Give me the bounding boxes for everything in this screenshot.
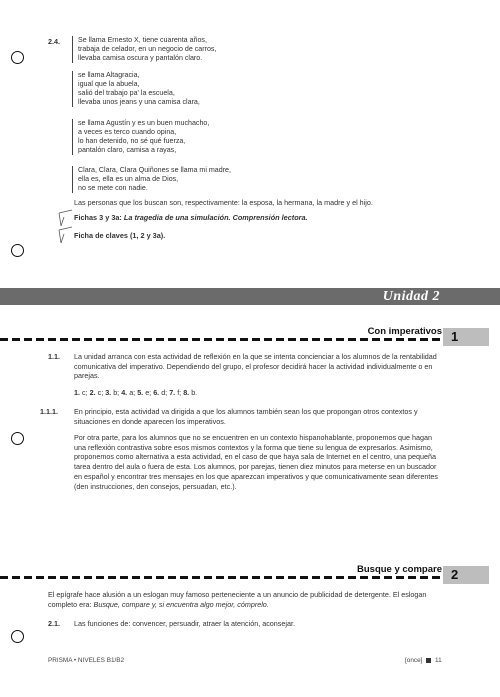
punch-hole	[11, 630, 24, 643]
item-number: 1.1.1.	[40, 407, 58, 416]
section-divider	[0, 576, 440, 579]
poem-stanza-4: Clara, Clara, Clara Quiñones se llama mi madre, ella es, ella es un alma de Dios, no se mete con nadie.	[72, 166, 231, 193]
item-number: 2.4.	[48, 37, 60, 46]
page-number: 11	[434, 657, 442, 664]
footer-book-title: PRISMA • NIVELES B1/B2	[48, 657, 125, 664]
answer-key: 1. c; 2. c; 3. b; 4. a; 5. e; 6. d; 7. f; 8. b.	[74, 388, 198, 397]
pencil-icon	[58, 226, 74, 244]
ficha-claves: Ficha de claves (1, 2 y 3a).	[74, 231, 166, 240]
item-number: 2.1.	[48, 619, 60, 628]
section-title: Busque y compare	[357, 564, 442, 575]
poem-stanza-3: se llama Agustín y es un buen muchacho, a veces es terco cuando opina, lo han detenido, no sé qué fuerza, pantalón claro, camisa a rayas,	[72, 119, 209, 155]
item-number: 1.1.	[48, 352, 60, 361]
footer-page: [once] 11	[405, 657, 442, 664]
section-number: 2	[451, 567, 459, 582]
punch-hole	[11, 432, 24, 445]
unit-title: Unidad 2	[382, 289, 440, 304]
punch-hole	[11, 244, 24, 257]
section-divider	[0, 338, 440, 341]
answer-line: Las personas que los buscan son, respectivamente: la esposa, la hermana, la madre y el hijo.	[74, 198, 373, 207]
ficha-reference: Fichas 3 y 3a: La tragedia de una simulación. Comprensión lectora.	[74, 213, 308, 222]
poem-stanza-1: Se llama Ernesto X, tiene cuarenta años, trabaja de celador, en un negocio de carros, llevaba camisa oscura y pantalón claro.	[72, 36, 216, 63]
section-number-box	[443, 328, 489, 346]
pencil-icon	[58, 209, 74, 227]
poem-stanza-2: se llama Altagracia, igual que la abuela, salió del trabajo pa' la escuela, llevaba unos jeans y una camisa clara,	[72, 71, 200, 107]
section-number-box	[443, 566, 489, 584]
punch-hole	[11, 51, 24, 64]
paragraph: El epígrafe hace alusión a un eslogan muy famoso perteneciente a un anuncio de publicidad de detergente. El eslogan completo era: Busque, compare y, si encuentra algo mejor, cómprelo.	[48, 590, 427, 609]
paragraph: Las funciones de: convencer, persuadir, atraer la atención, aconsejar.	[74, 619, 295, 628]
paragraph: En principio, esta actividad va dirigida a que los alumnos también sean los que propongan otros contextos y situaciones en donde aparecen los imperativos.	[74, 407, 418, 426]
paragraph: La unidad arranca con esta actividad de reflexión en la que se intenta concienciar a los alumnos de la rentabilidad comunicativa del imperativo. Dependiendo del grupo, el profesor decidirá hacer la actividad individualmente o en parejas.	[74, 352, 437, 381]
square-bullet-icon	[426, 658, 431, 663]
paragraph: Por otra parte, para los alumnos que no se encuentren en un contexto hispanohablante, proponemos que hagan una reflexión contrastiva sobre esos mismos contextos y la forma que tiene su lengua de expresarlos. Asimismo, proponemos como alternativa a esta actividad, en el caso de que haya sala de Internet en el centro, una pequeña tarea dentro del aula o fuera de esta. Los alumnos, por parejas, tienen diez minutos para meterse en un buscador en español y encontrar tres mensajes en los que aparezcan imperativos y que comunicativamente sean diferentes (den instrucciones, den consejos, persuadan, etc.).	[74, 433, 438, 491]
unit-banner	[0, 288, 500, 305]
section-title: Con imperativos	[367, 326, 442, 337]
section-number: 1	[451, 329, 459, 344]
